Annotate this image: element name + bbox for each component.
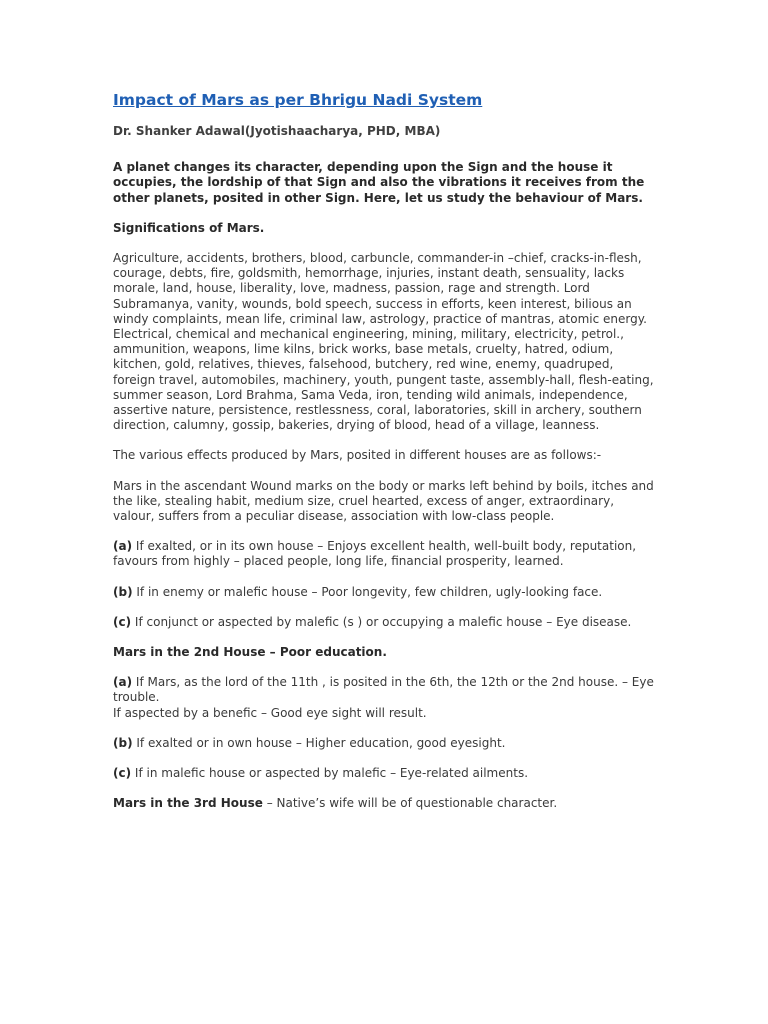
effects-intro-paragraph: The various effects produced by Mars, posited in different houses are as follows:-: [113, 448, 602, 463]
article-body: [113, 90, 658, 827]
ascendant-paragraph: Mars in the ascendant Wound marks on the body or marks left behind by boils, itches and the like, stealing habit, medium size, cruel hearted, excess of anger, extraordinary, valour, suffers from a peculiar disease, association with low-class people.: [113, 478, 654, 524]
item-label: (a): [113, 539, 133, 554]
item-label: (b): [113, 584, 133, 599]
item-label: (c): [113, 766, 132, 781]
third-house-text: – Native’s wife will be of questionable character.: [266, 796, 558, 811]
third-house-label: Mars in the 3rd House: [113, 796, 263, 811]
ascendant-item-c: [113, 615, 658, 630]
item-label: (a): [113, 675, 133, 690]
second-house-item-b: [113, 736, 658, 751]
intro-paragraph: A planet changes its character, depending upon the Sign and the house it occupies, the lordship of that Sign and also the vibrations it receives from the other planets, posited in other Sign. Here, let us study the behaviour of Mars.: [113, 160, 645, 205]
item-text: If in enemy or malefic house – Poor longevity, few children, ugly-looking face.: [136, 584, 603, 599]
significations-paragraph: Agriculture, accidents, brothers, blood, carbuncle, commander-in –chief, cracks-in-flesh, courage, debts, fire, goldsmith, hemorrhage, injuries, instant death, sensuality, lacks morale, land, house, liberality, love, madness, passion, rage and strength. Lord Subramanya, vanity, wounds, bold speech, success in efforts, keen interest, bilious an windy complaints, mean life, criminal law, astrology, practice of mantras, atomic energy. Electrical, chemical and mechanical engineering, mining, military, electricity, petrol., ammunition, weapons, lime kilns, brick works, base metals, cruelty, hatred, odium, kitchen, gold, relatives, thieves, falsehood, butchery, red wine, enemy, quadruped, foreign travel, automobiles, machinery, youth, pungent taste, assembly-hall, flesh-eating, summer season, Lord Brahma, Sama Veda, iron, tending wild animals, independence, assertive nature, persistence, restlessness, coral, laboratories, skill in archery, southern direction, calumny, gossip, bakeries, drying of blood, head of a village, leanness.: [113, 251, 654, 433]
item-text-continued: If aspected by a benefic – Good eye sight will result.: [113, 705, 427, 720]
item-label: (c): [113, 614, 132, 629]
second-house-item-c: [113, 766, 658, 781]
ascendant-item-a: [113, 539, 658, 569]
item-text: If Mars, as the lord of the 11th , is posited in the 6th, the 12th or the 2nd house. – Eye trouble.: [113, 675, 654, 705]
third-house-paragraph: [113, 796, 658, 811]
second-house-heading: Mars in the 2nd House – Poor education.: [113, 645, 387, 660]
item-text: If conjunct or aspected by malefic (s ) or occupying a malefic house – Eye disease.: [134, 614, 632, 629]
item-text: If exalted or in own house – Higher education, good eyesight.: [136, 735, 506, 750]
second-house-item-a: [113, 675, 658, 721]
significations-heading: Significations of Mars.: [113, 220, 265, 235]
ascendant-item-b: [113, 585, 658, 600]
author-line: Dr. Shanker Adawal(Jyotishaacharya, PHD, MBA): [113, 124, 441, 138]
item-text: If in malefic house or aspected by malefic – Eye-related ailments.: [134, 766, 529, 781]
article-title-link[interactable]: Impact of Mars as per Bhrigu Nadi System: [113, 91, 483, 109]
item-text: If exalted, or in its own house – Enjoys excellent health, well-built body, reputation, favours from highly – placed people, long life, financial prosperity, learned.: [113, 539, 637, 569]
item-label: (b): [113, 735, 133, 750]
